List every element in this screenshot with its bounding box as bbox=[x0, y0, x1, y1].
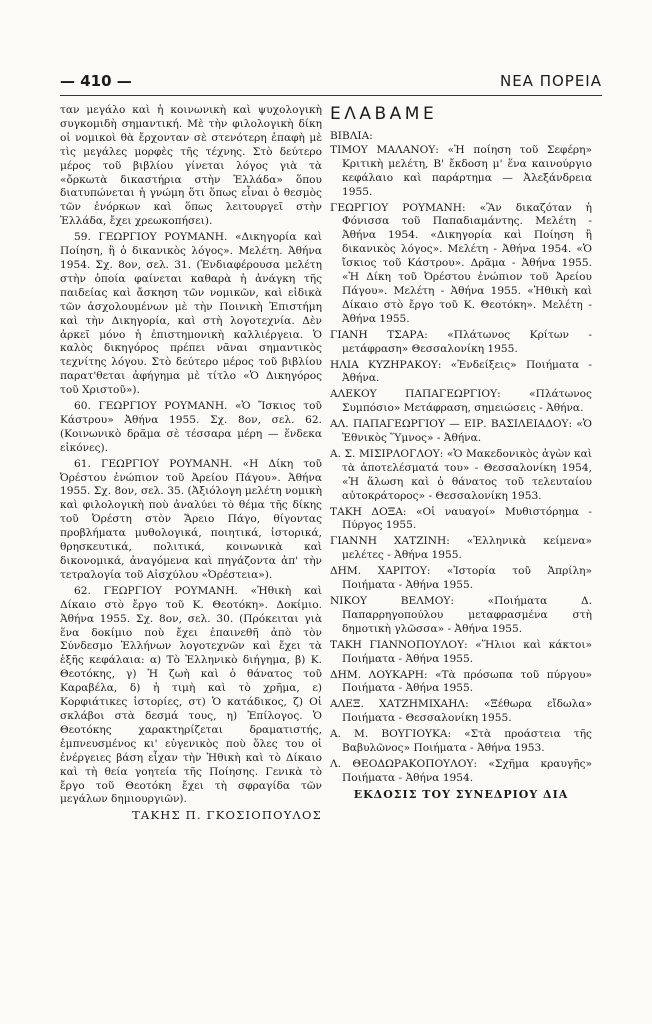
books-subhead: ΒΙΒΛΙΑ: bbox=[330, 130, 373, 142]
received-entry: ΤΑΚΗ ΓΙΑΝΝΟΠΟΥΛΟΥ: «Ἥλιοι καὶ κάκτοι» Ποιήματα - Ἀθήνα 1955. bbox=[330, 638, 592, 665]
received-entry: Α. Σ. ΜΙΣΙΡΛΟΓΛΟΥ: «Ὁ Μακεδονικὸς ἀγὼν καὶ τὰ ἀποτελέσματά του» - Θεσσαλονίκη 1954, «Ἡ ἅλωση καὶ ὁ θάνατος τοῦ τελευταίου αὐτοκράτορος» - Θεσσαλονίκη 1953. bbox=[330, 447, 592, 502]
review-item-61: 61. ΓΕΩΡΓΙΟΥ ΡΟΥΜΑΝΗ. «Η Δίκη τοῦ Ὀρέστου ἐνώπιον τοῦ Ἀρείου Πάγου». Ἀθήνα 1955. Σχ. 8ον, σελ. 35. (Ἀξιόλογη μελέτη νομικὴ καὶ φιλολογικὴ ποὺ ἀναλύει τὸ θέμα τῆς δίκης τοῦ Ὀρέστη στὸν Ἄρειο Πάγο, θίγοντας προβλήματα μυθολογικά, ποιητικά, ἱστορικά, θρησκευτικά, πολιτικά, κοινωνικὰ καὶ δικονομικά, ἀναγόμενα καὶ πηγάζοντα ἀπ' τὴν τετραλογία τοῦ Αἰσχύλου «Ὀρέστεια»). bbox=[60, 457, 322, 581]
received-entry: ΗΛΙΑ ΚΥΖΗΡΑΚΟΥ: «Ἐνδείξεις» Ποιήματα - Ἀθήνα. bbox=[330, 358, 592, 385]
received-entry: ΓΙΑΝΗ ΤΣΑΡΑ: «Πλάτωνος Κρίτων - μετάφραση» Θεσσαλονίκη 1955. bbox=[330, 328, 592, 355]
review-continuation: ταν μεγάλο καὶ ἡ κοινωνικὴ καὶ ψυχολογικὴ συγκομιδὴ σημαντική. Μὲ τὴν φιλολογικὴ δίκη οἱ νομικοὶ θὰ ἔρχονταν σὲ στενότερη ἐπαφὴ μὲ τὶς μεγάλες μορφὲς τῆς τέχνης. Στὸ δεύτερο μέρος τοῦ βιβλίου γίνεται λόγος γιὰ τὰ «ὄρκωτὰ δικαστήρια στὴν Ἑλλάδα» ὅπου διατυπώνεται ἡ γνώμη ὅτι ὅπως εἶναι ὁ θεσμὸς τῶν ἐνόρκων καὶ ὅπως λειτουργεῖ στὴν Ἑλλάδα, ἔχει χρεωκοπήσει). bbox=[60, 104, 322, 228]
received-entry: ΤΑΚΗ ΔΟΞΑ: «Οἱ ναυαγοί» Μυθιστόρημα - Πύργος 1955. bbox=[330, 505, 592, 532]
page-header bbox=[60, 72, 602, 92]
review-item-60: 60. ΓΕΩΡΓΙΟΥ ΡΟΥΜΑΝΗ. «Ὁ Ἴσκιος τοῦ Κάστρου» Ἀθήνα 1955. Σχ. 8ον, σελ. 62. (Κοινωνικὸ δρᾶμα σὲ τέσσαρα μέρη — ἕνδεκα εἰκόνες). bbox=[60, 400, 322, 454]
received-entry: ΑΛ. ΠΑΠΑΓΕΩΡΓΙΟΥ — ΕΙΡ. ΒΑΣΙΛΕΙΑΔΟΥ: «Ὁ Ἐθνικὸς Ὕμνος» - Ἀθήνα. bbox=[330, 418, 592, 445]
review-item-62: 62. ΓΕΩΡΓΙΟΥ ΡΟΥΜΑΝΗ. «Ἠθικὴ καὶ Δίκαιο στὸ ἔργο τοῦ Κ. Θεοτόκη». Δοκίμιο. Ἀθήνα 1955. Σχ. 8ον, σελ. 30. (Πρόκειται γιὰ ἕνα δοκίμιο ποὺ ἔχει ἐπαινεθῆ ἀπὸ τὸν Σύνδεσμο Ἑλλήνων λογοτεχνῶν καὶ ἔχει τὰ ἑξῆς κεφάλαια: α) Τὸ Ἑλληνικὸ διήγημα, β) Κ. Θεοτόκης, γ) Ἡ ζωὴ καὶ ὁ θάνατος τοῦ Καραβέλα, δ) ἡ τιμὴ καὶ τὸ χρῆμα, ε) Κορφιάτικες ἱστορίες, στ) Ὁ κατάδικος, ζ) Οἱ σκλάβοι στὰ δεσμά τους, η) Ἐπίλογος. Ὁ Θεοτόκης χαρακτηρίζεται δραματιστής, ἐμπνευσμένος κι' εὐγενικὸς ποὺ ὅλες του οἱ ἐνέργειες βάση εἶχαν τὴν Ἠθικὴ καὶ τὸ Δίκαιο καὶ τὴ θεία γοητεία τῆς Ποίησης. Γενικὰ τὸ ἔργο τοῦ Θεοτόκη ἔχει τὴ σφραγίδα τῶν μεγάλων δημιουργιῶν). bbox=[60, 584, 322, 806]
received-entry: ΑΛΕΞ. ΧΑΤΖΗΜΙΧΑΗΛ: «Ξέθωρα εἴδωλα» Ποιήματα - Θεσσαλονίκη 1955. bbox=[330, 698, 592, 725]
reviewer-signature: ΤΑΚΗΣ Π. ΓΚΟΣΙΟΠΟΥΛΟΣ bbox=[132, 808, 322, 823]
received-entry: ΔΗΜ. ΛΟΥΚΑΡΗ: «Τὰ πρόσωπα τοῦ πύργου» Ποιήματα - Ἀθήνα 1955. bbox=[330, 668, 592, 695]
left-column bbox=[60, 104, 322, 823]
review-item-59: 59. ΓΕΩΡΓΙΟΥ ΡΟΥΜΑΝΗ. «Δικηγορία καὶ Ποίηση, ἢ ὁ δικανικὸς λόγος». Μελέτη. Ἀθήνα 1954. Σχ. 8ον, σελ. 31. (Ἐνδιαφέρουσα μελέτη στὴν ὁποία φαίνεται καθαρὰ ἡ ἀνάγκη τῆς παιδείας καὶ ἄσκηση τῶν νομικῶν, καὶ εἰδικὰ τῶν ἀσχολουμένων μὲ τὴν Ποινικὴ Ἐπιστήμη καὶ τὴν Δικηγορία, καὶ στὴ λογοτεχνία. Δὲν ἀρκεῖ μόνο ἡ ἐπιστημονικὴ καλλιέργεια. Ὁ καλὸς δικηγόρος πρέπει νᾶναι σημαντικὸς τεχνίτης λόγου. Στὸ δεύτερο μέρος τοῦ βιβλίου παρατ'θεται ἀφήγημα μὲ τίτλο «Ὁ Δικηγόρος τοῦ Χριστοῦ»). bbox=[60, 231, 322, 397]
received-entry: ΓΙΑΝΝΗ ΧΑΤΖΙΝΗ: «Ἑλληνικὰ κείμενα» μελέτες - Ἀθήνα 1955. bbox=[330, 535, 592, 562]
received-entry: ΓΕΩΡΓΙΟΥ ΡΟΥΜΑΝΗ: «Ἂν δικαζόταν ἡ Φόνισσα τοῦ Παπαδιαμάντης. Μελέτη - Ἀθήνα 1954. «Δικηγορία καὶ Ποίηση ἢ δικανικὸς λόγος». Μελέτη - Ἀθήνα 1954. «Ὁ ἴσκιος τοῦ Κάστρου». Δρᾶμα - Ἀθήνα 1955. «Ἡ Δίκη τοῦ Ὀρέστου ἐνώπιον τοῦ Ἀρείου Πάγου». Μελέτη - Ἀθήνα 1955. «Ἠθικὴ καὶ Δίκαιο στὸ ἔργο τοῦ Κ. Θεοτόκη». Μελέτη - Ἀθήνα 1955. bbox=[330, 201, 592, 325]
received-entry: ΝΙΚΟΥ ΒΕΛΜΟΥ: «Ποιήματα Δ. Παπαρρηγοπούλου μεταφρασμένα στὴ δημοτικὴ γλῶσσα» - Ἀθήνα 1955. bbox=[330, 595, 592, 635]
received-entry: Λ. ΘΕΟΔΩΡΑΚΟΠΟΥΛΟΥ: «Σχῆμα κραυγῆς» Ποιήματα - Ἀθήνα 1954. bbox=[330, 757, 592, 784]
received-entry: ΑΛΕΚΟΥ ΠΑΠΑΓΕΩΡΓΙΟΥ: «Πλάτωνος Συμπόσιο» Μετάφραση, σημειώσεις - Ἀθήνα. bbox=[330, 388, 592, 415]
section-title: ΕΛΑΒΑΜΕ bbox=[330, 104, 438, 124]
received-entry: Α. Μ. ΒΟΥΓΙΟΥΚΑ: «Στὰ προάστεια τῆς Βαβυλῶνος» Ποιήματα - Ἀθήνα 1953. bbox=[330, 728, 592, 755]
header-rule bbox=[60, 95, 602, 96]
received-entry: ΔΗΜ. ΧΑΡΙΤΟΥ: «Ἱστορία τοῦ Ἀπρίλη» Ποιήματα - Ἀθήνα 1955. bbox=[330, 565, 592, 592]
right-column bbox=[330, 104, 592, 802]
page-number: — 410 — bbox=[60, 72, 132, 90]
received-entry: ΤΙΜΟΥ ΜΑΛΑΝΟΥ: «Ἡ ποίηση τοῦ Σεφέρη» Κριτικὴ μελέτη, Β' ἔκδοση μ' ἕνα καινούργιο κεφάλαιο καὶ παράρτημα — Ἀλεξάνδρεια 1955. bbox=[330, 143, 592, 198]
publications-heading: ΕΚΔΟΣΙΣ ΤΟΥ ΣΥΝΕΔΡΙΟΥ ΔΙΑ bbox=[353, 787, 569, 801]
journal-name: ΝΕΑ ΠΟΡΕΙΑ bbox=[499, 72, 602, 90]
